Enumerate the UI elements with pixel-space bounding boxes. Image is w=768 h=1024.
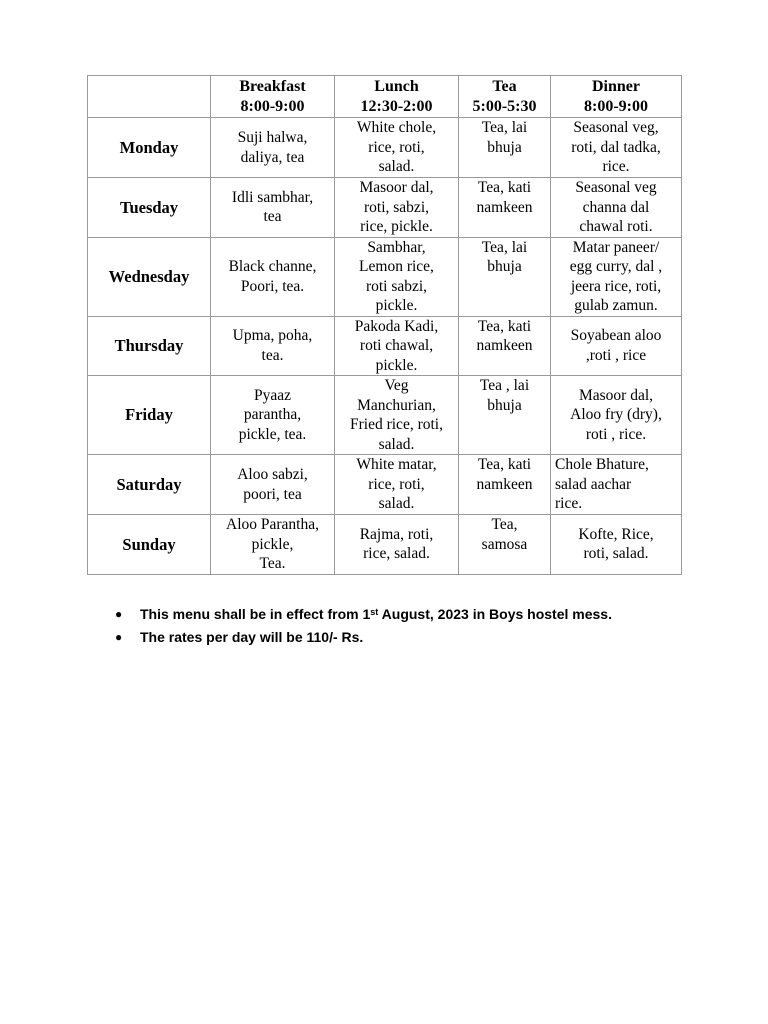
breakfast-cell: Idli sambhar, tea [211, 178, 335, 238]
dinner-cell: Masoor dal, Aloo fry (dry), roti , rice. [551, 376, 682, 455]
bullet-icon: ● [115, 607, 123, 621]
table-row [88, 376, 682, 455]
dinner-cell: Seasonal veg channa dal chawal roti. [551, 178, 682, 238]
header-lunch: Lunch 12:30-2:00 [335, 76, 459, 118]
day-cell: Monday [88, 118, 211, 178]
dinner-cell: Kofte, Rice, roti, salad. [551, 515, 682, 575]
table-row [88, 316, 682, 376]
dinner-cell: Chole Bhature, salad aachar rice. [551, 455, 682, 515]
tea-cell: Tea , lai bhuja [459, 376, 551, 455]
table-row [88, 455, 682, 515]
lunch-cell: Rajma, roti, rice, salad. [335, 515, 459, 575]
breakfast-cell: Suji halwa, daliya, tea [211, 118, 335, 178]
tea-cell: Tea, lai bhuja [459, 237, 551, 316]
day-cell: Sunday [88, 515, 211, 575]
header-tea: Tea 5:00-5:30 [459, 76, 551, 118]
list-item [115, 604, 612, 627]
header-corner-cell [88, 76, 211, 118]
tea-cell: Tea, kati namkeen [459, 316, 551, 376]
tea-cell: Tea, kati namkeen [459, 178, 551, 238]
dinner-cell: Soyabean aloo ,roti , rice [551, 316, 682, 376]
day-cell: Wednesday [88, 237, 211, 316]
lunch-cell: White chole, rice, roti, salad. [335, 118, 459, 178]
mess-menu-table [87, 75, 682, 575]
tea-cell: Tea, kati namkeen [459, 455, 551, 515]
table-row [88, 178, 682, 238]
table-row [88, 237, 682, 316]
header-breakfast: Breakfast 8:00-9:00 [211, 76, 335, 118]
notes-list [115, 604, 612, 650]
lunch-cell: Sambhar, Lemon rice, roti sabzi, pickle. [335, 237, 459, 316]
dinner-cell: Seasonal veg, roti, dal tadka, rice. [551, 118, 682, 178]
breakfast-cell: Aloo Parantha, pickle, Tea. [211, 515, 335, 575]
tea-cell: Tea, samosa [459, 515, 551, 575]
table-row [88, 515, 682, 575]
breakfast-cell: Pyaaz parantha, pickle, tea. [211, 376, 335, 455]
tea-cell: Tea, lai bhuja [459, 118, 551, 178]
breakfast-cell: Upma, poha, tea. [211, 316, 335, 376]
day-cell: Saturday [88, 455, 211, 515]
lunch-cell: Veg Manchurian, Fried rice, roti, salad. [335, 376, 459, 455]
lunch-cell: Pakoda Kadi, roti chawal, pickle. [335, 316, 459, 376]
header-dinner: Dinner 8:00-9:00 [551, 76, 682, 118]
dinner-cell: Matar paneer/ egg curry, dal , jeera rice, roti, gulab zamun. [551, 237, 682, 316]
note-daily-rate: The rates per day will be 110/- Rs. [140, 629, 364, 645]
table-row [88, 118, 682, 178]
breakfast-cell: Aloo sabzi, poori, tea [211, 455, 335, 515]
day-cell: Thursday [88, 316, 211, 376]
header-row [88, 76, 682, 118]
breakfast-cell: Black channe, Poori, tea. [211, 237, 335, 316]
lunch-cell: White matar, rice, roti, salad. [335, 455, 459, 515]
list-item [115, 627, 612, 650]
lunch-cell: Masoor dal, roti, sabzi, rice, pickle. [335, 178, 459, 238]
bullet-icon: ● [115, 630, 123, 644]
day-cell: Tuesday [88, 178, 211, 238]
day-cell: Friday [88, 376, 211, 455]
note-effective-date: This menu shall be in effect from 1st August, 2023 in Boys hostel mess. [140, 606, 612, 622]
